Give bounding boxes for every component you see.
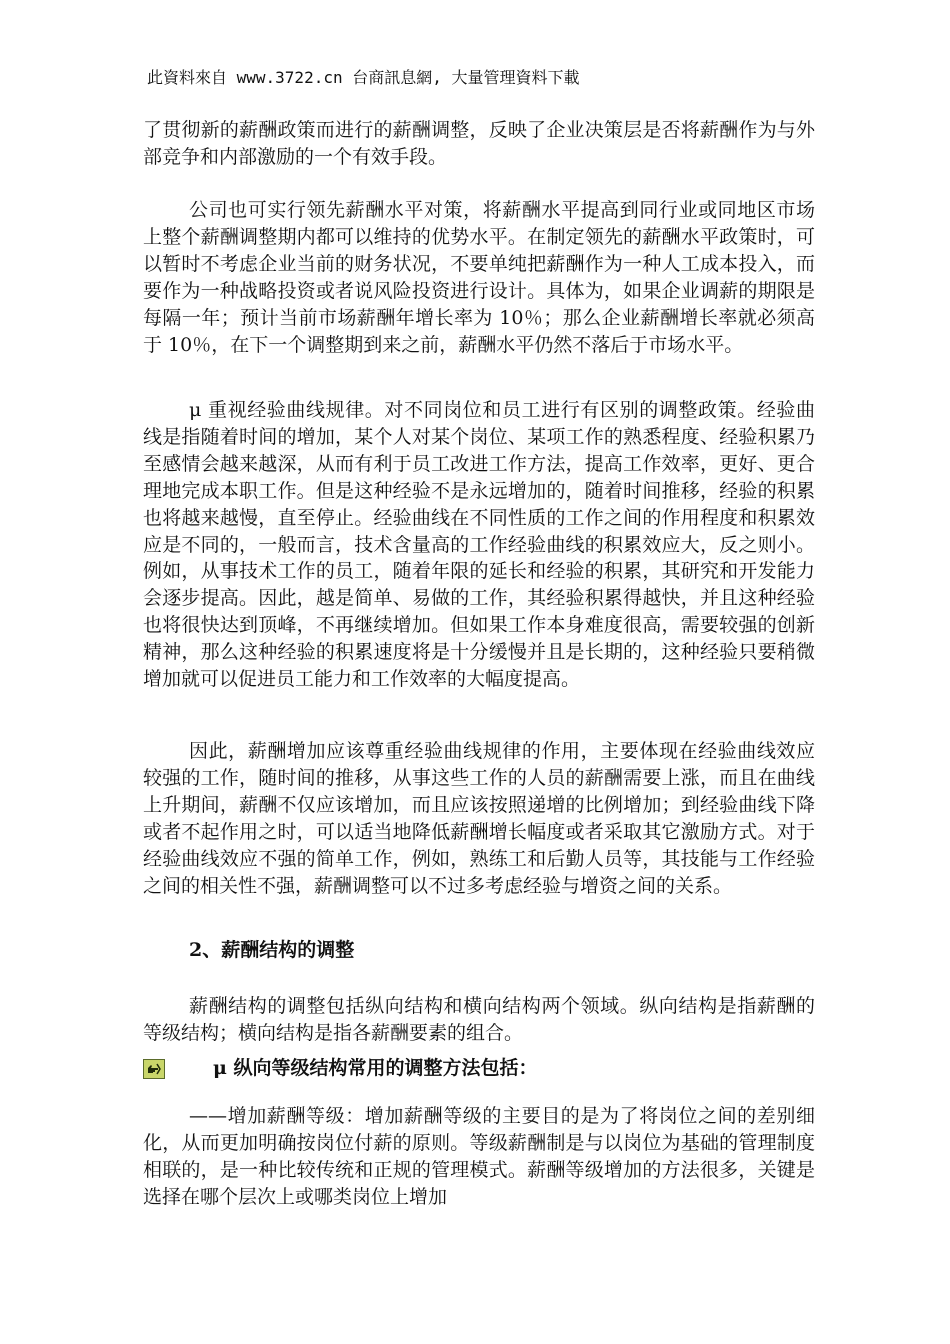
pointing-hand-icon xyxy=(143,1059,165,1079)
section-heading-salary-structure: 2、薪酬结构的调整 xyxy=(189,939,355,961)
paragraph-experience-curve: μ 重视经验曲线规律。对不同岗位和员工进行有区别的调整政策。经验曲线是指随着时间的增加，某个人对某个岗位、某项工作的熟悉程度、经验积累乃至感情会越来越深，从而有利于员工改进工作方法，提高工作效率，更好、更合理地完成本职工作。但是这种经验不是永远增加的，随着时间推移，经验的积累也将越来越慢，直至停止。经验曲线在不同性质的工作之间的作用程度和积累效应是不同的，一般而言，技术含量高的工作经验曲线的积累效应大，反之则小。例如，从事技术工作的员工，随着年限的延长和经验的积累，其研究和开发能力会逐步提高。因此，越是简单、易做的工作，其经验积累得越快，并且这种经验也将很快达到顶峰，不再继续增加。但如果工作本身难度很高，需要较强的创新精神，那么这种经验的积累速度将是十分缓慢并且是长期的，这种经验只要稍微增加就可以促进员工能力和工作效率的大幅度提高。 xyxy=(143,399,815,691)
paragraph-leading-salary-policy: 公司也可实行领先薪酬水平对策，将薪酬水平提高到同行业或同地区市场上整个薪酬调整期内都可以维持的优势水平。在制定领先的薪酬水平政策时，可以暂时不考虑企业当前的财务状况，不要单纯把薪酬作为一种人工成本投入，而要作为一种战略投资或者说风险投资进行设计。具体为，如果企业调薪的期限是每隔一年；预计当前市场薪酬年增长率为 10％；那么企业薪酬增长率就必须高于 10％，在下一个调整期到来之前，薪酬水平仍然不落后于市场水平。 xyxy=(143,199,815,356)
paragraph-salary-increase: 因此，薪酬增加应该尊重经验曲线规律的作用，主要体现在经验曲线效应较强的工作，随时间的推移，从事这些工作的人员的薪酬需要上涨，而且在曲线上升期间，薪酬不仅应该增加，而且应该按照递增的比例增加；到经验曲线下降或者不起作用之时，可以适当地降低薪酬增长幅度或者采取其它激励方式。对于经验曲线效应不强的简单工作，例如，熟练工和后勤人员等，其技能与工作经验之间的相关性不强，薪酬调整可以不过多考虑经验与增资之间的关系。 xyxy=(143,740,815,897)
paragraph-structure-adjustment: 薪酬结构的调整包括纵向结构和横向结构两个领域。纵向结构是指薪酬的等级结构；横向结构是指各薪酬要素的组合。 xyxy=(143,995,815,1044)
subsection-heading-vertical-structure: μ 纵向等级结构常用的调整方法包括： xyxy=(213,1057,538,1079)
paragraph-add-salary-grades: ——增加薪酬等级：增加薪酬等级的主要目的是为了将岗位之间的差别细化，从而更加明确按岗位付薪的原则。等级薪酬制是与以岗位为基础的管理制度相联的，是一种比较传统和正规的管理模式。薪酬等级增加的方法很多，关键是选择在哪个层次上或哪类岗位上增加 xyxy=(143,1105,815,1208)
paragraph-continuation: 了贯彻新的薪酬政策而进行的薪酬调整，反映了企业决策层是否将薪酬作为与外部竞争和内部激励的一个有效手段。 xyxy=(143,119,815,168)
page-header-source: 此資料來自 www.3722.cn 台商訊息網, 大量管理資料下載 xyxy=(147,68,580,87)
